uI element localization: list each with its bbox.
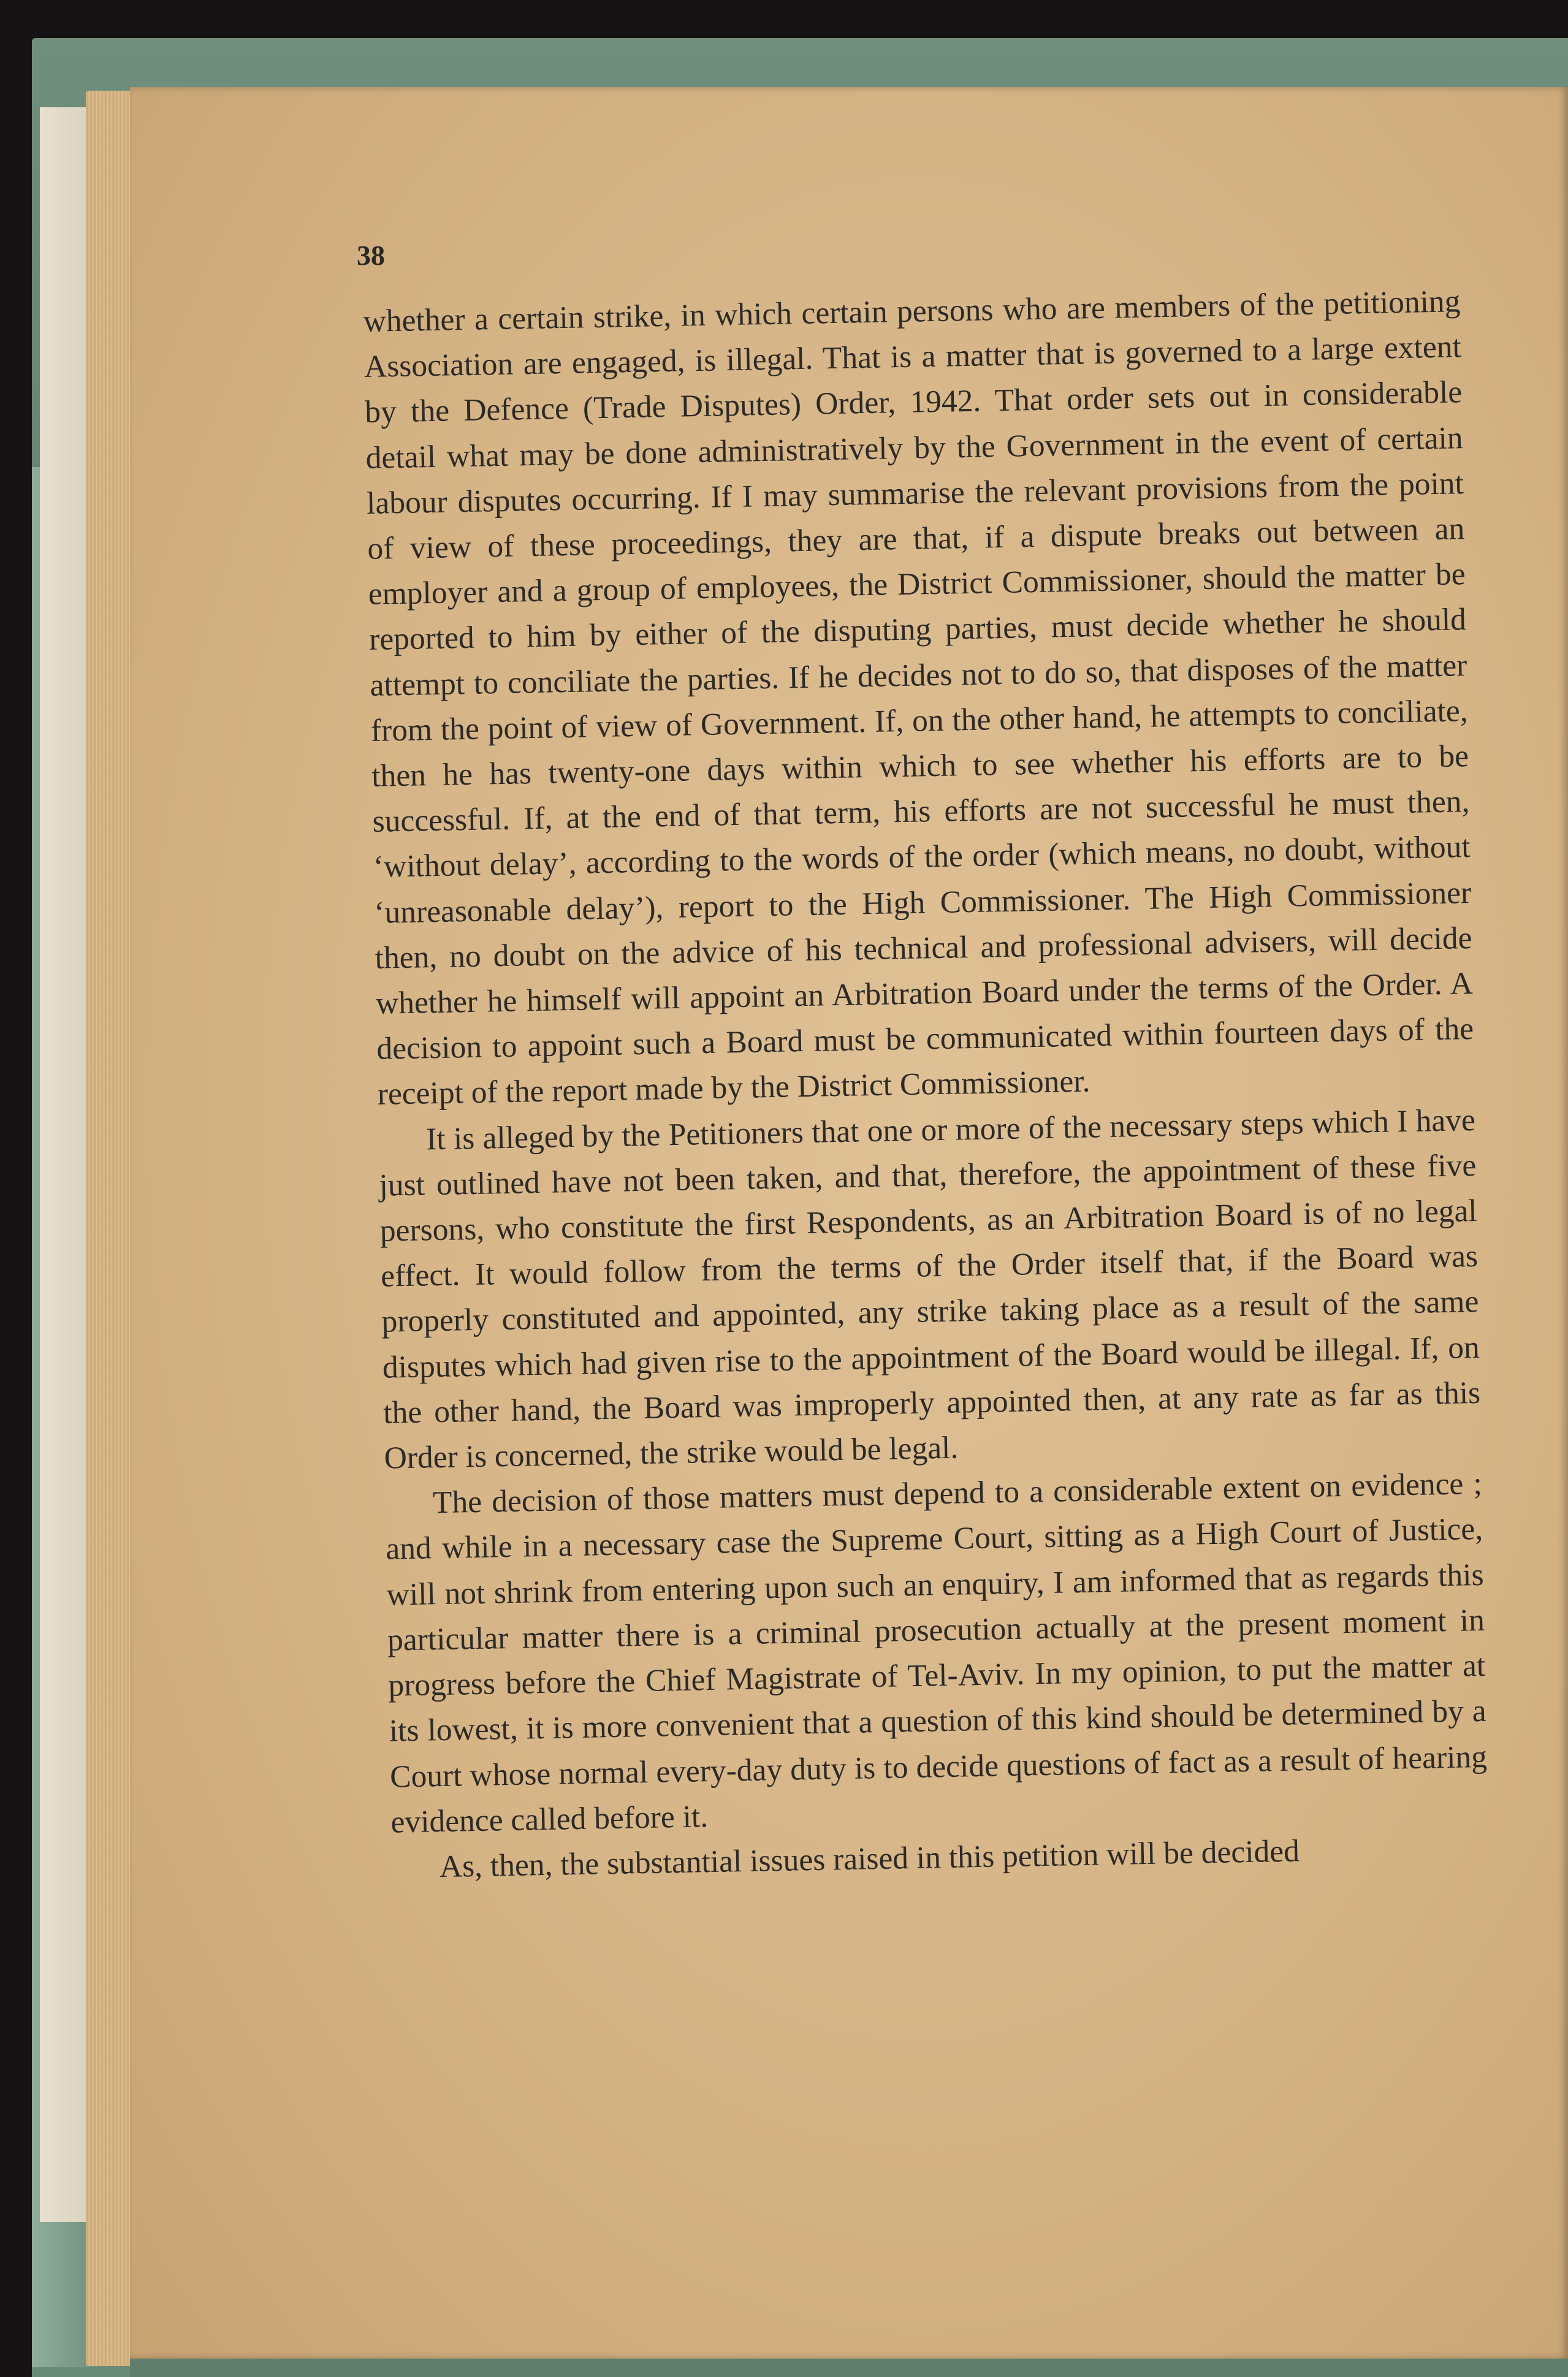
page-body-text bbox=[363, 279, 1489, 1890]
paragraph-3: The decision of those matters must depend to a considerable extent on evidence ; and while in a necessary case the Supreme Court, sitting as a High Court of Justice, will not shrink from entering upon such an enquiry, I am informed that as regards this particular matter there is a criminal prosecution actually at the present moment in progress before the Chief Magistrate of Tel-Aviv. In my opinion, to put the matter at its lowest, it is more convenient that a question of this kind should be determined by a Court whose normal every-day duty is to decide questions of fact as a result of hearing evidence called before it. bbox=[385, 1466, 1488, 1840]
paragraph-4: As, then, the substantial issues raised in this petition will be decided bbox=[439, 1833, 1300, 1885]
cover-bottom-edge bbox=[130, 2359, 1568, 2377]
paragraph-1: whether a certain strike, in which certain persons who are members of the petitioning Association are engaged, is illegal. That is a matter that is governed to a large extent by the Defence (Trade Disputes) Order, 1942. That order sets out in considerable detail what may be done administratively by the Government in the event of certain labour disputes occurring. If I may summarise the relevant provisions from the point of view of these proceedings, they are that, if a dispute breaks out between an employer and a group of employees, the District Commissioner, should the matter be reported to him by either of the disputing parties, must decide whether he should attempt to conciliate the parties. If he decides not to do so, that disposes of the matter from the point of view of Government. If, on the other hand, he attempts to conciliate, then he has twenty-one days within which to see whether his efforts are to be successful. If, at the end of that term, his efforts are not successful he must then, ‘without delay’, according to the words of the order (which means, no doubt, without ‘unreasonable delay’), report to the High Commissioner. The High Commissioner then, no doubt on the advice of his technical and professional advisers, will decide whether he himself will appoint an Arbitration Board under the terms of the Order. A decision to appoint such a Board must be communicated within fourteen days of the receipt of the report made by the District Commissioner. bbox=[363, 284, 1474, 1112]
paragraph-2: It is alleged by the Petitioners that one or more of the necessary steps which I have just outlined have not been taken, and that, therefore, the appointment of these five persons, who constitute the first Respondents, as an Arbitration Board is of no legal effect. It would follow from the terms of the Order itself that, if the Board was properly constituted and appointed, any strike taking place as a result of the same disputes which had given rise to the appointment of the Board would be illegal. If, on the other hand, the Board was improperly appointed then, at any rate as far as this Order is concerned, the strike would be legal. bbox=[378, 1102, 1481, 1476]
page-number: 38 bbox=[357, 240, 385, 271]
